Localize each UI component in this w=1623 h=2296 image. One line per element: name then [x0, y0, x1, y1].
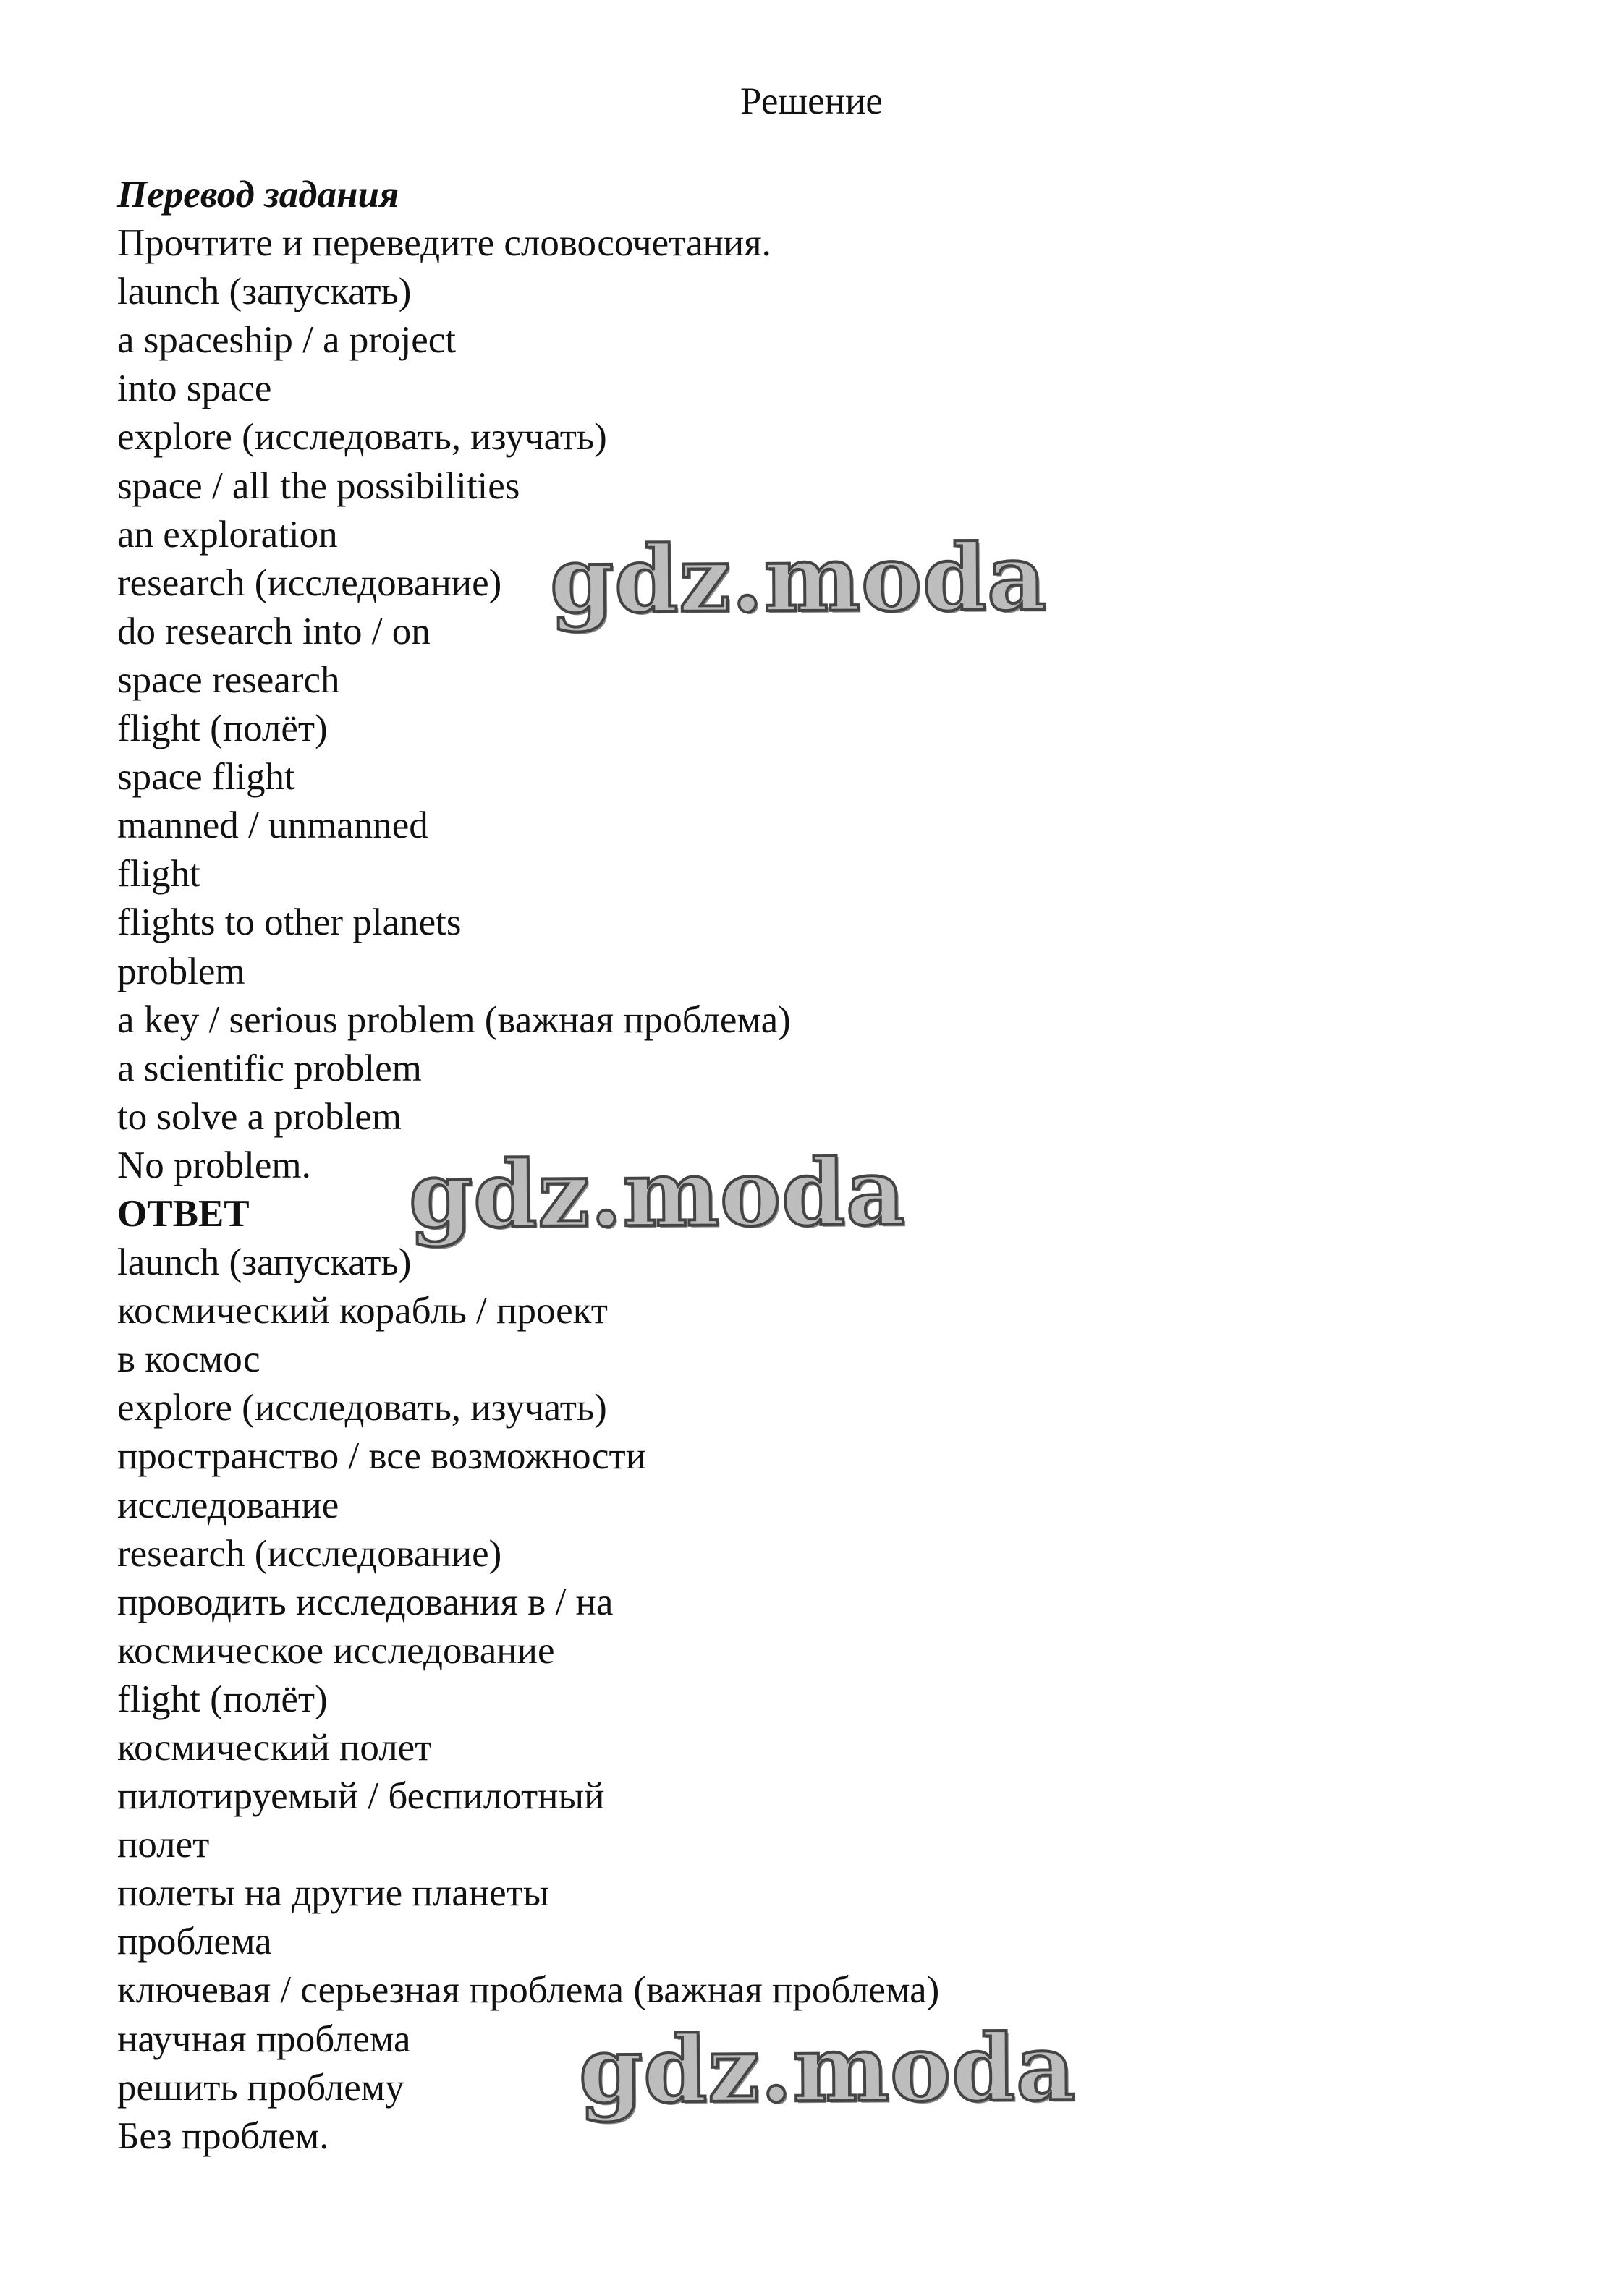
- text-line: space flight: [117, 756, 295, 799]
- text-line: космическое исследование: [117, 1629, 555, 1672]
- text-line: launch (запускать): [117, 271, 412, 313]
- text-line: в космос: [117, 1338, 260, 1381]
- text-line: problem: [117, 950, 245, 992]
- text-line: a spaceship / a project: [117, 319, 456, 362]
- text-line: a key / serious problem (важная проблема): [117, 998, 791, 1041]
- text-line: into space: [117, 367, 272, 410]
- text-line: космический полет: [117, 1727, 432, 1769]
- text-line: flight (полёт): [117, 1678, 328, 1720]
- text-line: Перевод задания: [117, 174, 399, 216]
- text-line: a scientific problem: [117, 1047, 422, 1089]
- text-line: ОТВЕТ: [117, 1192, 250, 1235]
- text-line: пространство / все возможности: [117, 1435, 647, 1478]
- text-line: решить проблему: [117, 2066, 404, 2109]
- text-line: launch (запускать): [117, 1241, 412, 1284]
- text-line: do research into / on: [117, 610, 431, 652]
- text-line: flights to other planets: [117, 901, 462, 944]
- watermark-logo: gdz.moda: [549, 524, 1048, 634]
- text-line: research (исследование): [117, 561, 502, 604]
- text-line: исследование: [117, 1484, 339, 1526]
- text-line: flight (полёт): [117, 707, 328, 750]
- text-line: пилотируемый / беспилотный: [117, 1775, 605, 1818]
- text-line: space / all the possibilities: [117, 464, 520, 507]
- text-line: explore (исследовать, изучать): [117, 416, 607, 459]
- text-line: space research: [117, 658, 340, 701]
- watermark-logo: gdz.moda: [408, 1139, 907, 1249]
- text-line: Без проблем.: [117, 2114, 329, 2157]
- text-line: an exploration: [117, 513, 338, 556]
- text-line: flight: [117, 853, 200, 896]
- text-line: проводить исследования в / на: [117, 1581, 614, 1623]
- text-line: ключевая / серьезная проблема (важная проблема): [117, 1969, 940, 2012]
- text-line: научная проблема: [117, 2017, 411, 2060]
- text-line: полеты на другие планеты: [117, 1872, 549, 1915]
- text-line: research (исследование): [117, 1532, 502, 1575]
- page-title: Решение: [740, 80, 883, 122]
- text-line: manned / unmanned: [117, 804, 428, 847]
- text-line: explore (исследовать, изучать): [117, 1387, 607, 1429]
- text-line: полет: [117, 1824, 210, 1866]
- text-line: проблема: [117, 1921, 272, 1963]
- text-line: No problem.: [117, 1144, 311, 1186]
- text-line: космический корабль / проект: [117, 1290, 608, 1332]
- text-line: to solve a problem: [117, 1095, 402, 1138]
- text-line: Прочтите и переведите словосочетания.: [117, 222, 771, 265]
- watermark-logo: gdz.moda: [578, 2014, 1077, 2124]
